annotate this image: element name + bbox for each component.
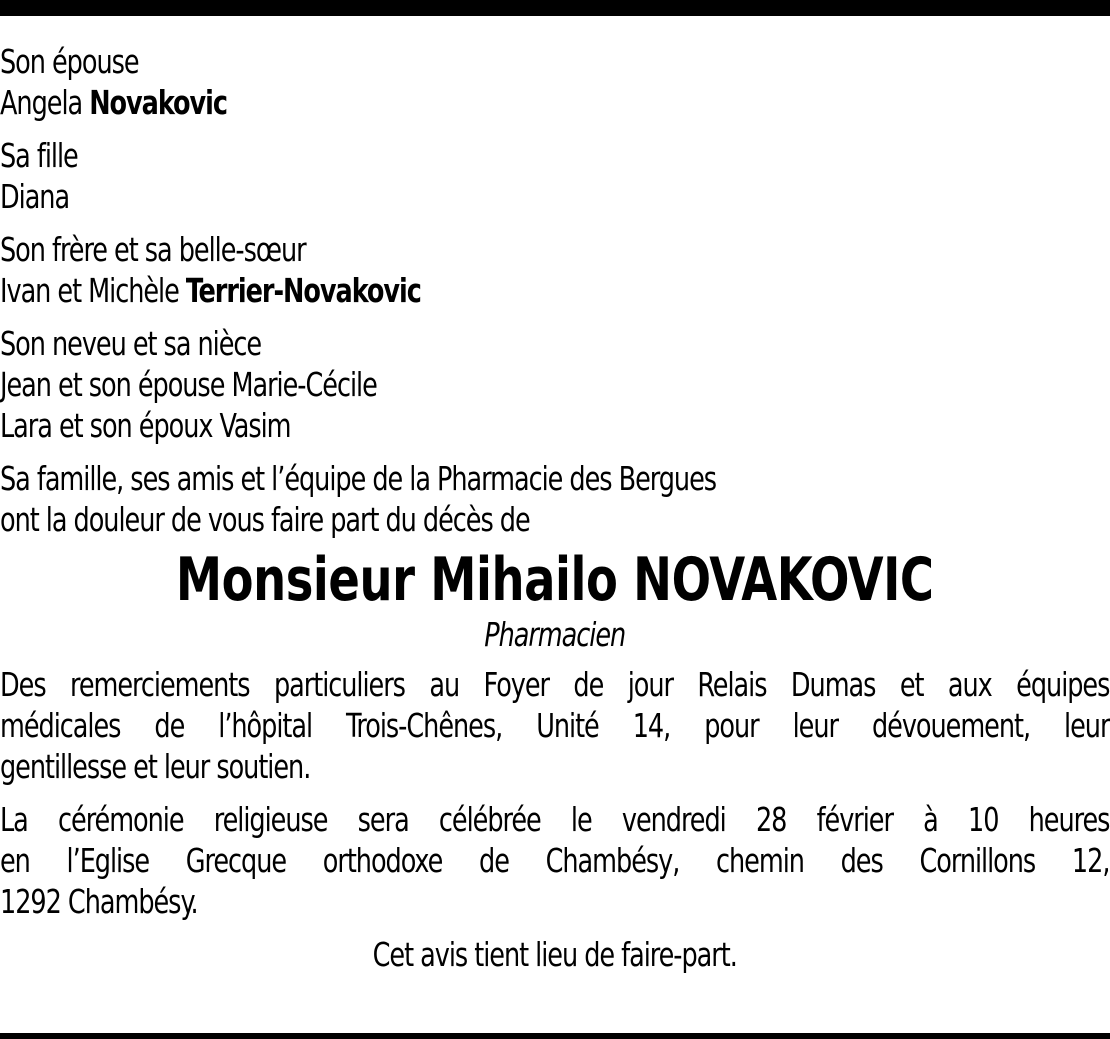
given-names: Ivan et Michèle xyxy=(0,271,186,310)
relation-label: Son épouse xyxy=(0,42,139,81)
family-name-line xyxy=(0,176,1109,217)
deceased-name: Monsieur Mihailo NOVAKOVIC xyxy=(175,545,934,615)
paragraph-line: en l’Eglise Grecque orthodoxe de Chambésy, chemin des Cornillons 12, xyxy=(0,841,1110,880)
paragraph-line: 1292 Chambésy. xyxy=(0,882,198,921)
bottom-rule xyxy=(0,1033,1110,1039)
thanks-paragraph xyxy=(0,664,1109,787)
announcement-line: ont la douleur de vous faire part du décès de xyxy=(0,500,530,539)
family-group-spouse xyxy=(0,41,1109,123)
top-rule xyxy=(0,0,1110,16)
announcement-line: Sa famille, ses amis et l’équipe de la Pharmacie des Bergues xyxy=(0,459,717,498)
family-group-daughter xyxy=(0,135,1109,217)
paragraph-line: La cérémonie religieuse sera célébrée le vendredi 28 février à 10 heures xyxy=(0,800,1110,839)
family-name-line: Lara et son époux Vasim xyxy=(0,406,291,445)
obituary-notice xyxy=(0,41,1110,975)
deceased-profession: Pharmacien xyxy=(484,615,626,654)
paragraph-line: gentillesse et leur soutien. xyxy=(0,747,311,786)
given-names: Diana xyxy=(0,177,70,216)
family-name-line: Jean et son épouse Marie-Cécile xyxy=(0,365,377,404)
ceremony-paragraph xyxy=(0,799,1109,922)
paragraph-line: Des remerciements particuliers au Foyer de jour Relais Dumas et aux équipes xyxy=(0,665,1110,704)
family-name-line xyxy=(0,270,1109,311)
family-surname: Novakovic xyxy=(89,83,227,122)
relation-label: Son frère et sa belle-sœur xyxy=(0,230,306,269)
family-group-brother xyxy=(0,229,1109,311)
paragraph-line: médicales de l’hôpital Trois-Chênes, Unité 14, pour leur dévouement, leur xyxy=(0,706,1110,745)
closing-note: Cet avis tient lieu de faire-part. xyxy=(372,935,737,974)
deceased-block xyxy=(0,542,1109,652)
announcement xyxy=(0,458,1109,540)
family-name-line xyxy=(0,82,1109,123)
family-group-nephew-niece xyxy=(0,323,1109,446)
relation-label: Sa fille xyxy=(0,136,78,175)
given-names: Angela xyxy=(0,83,90,122)
family-surname: Terrier-Novakovic xyxy=(185,271,421,310)
relation-label: Son neveu et sa nièce xyxy=(0,324,262,363)
